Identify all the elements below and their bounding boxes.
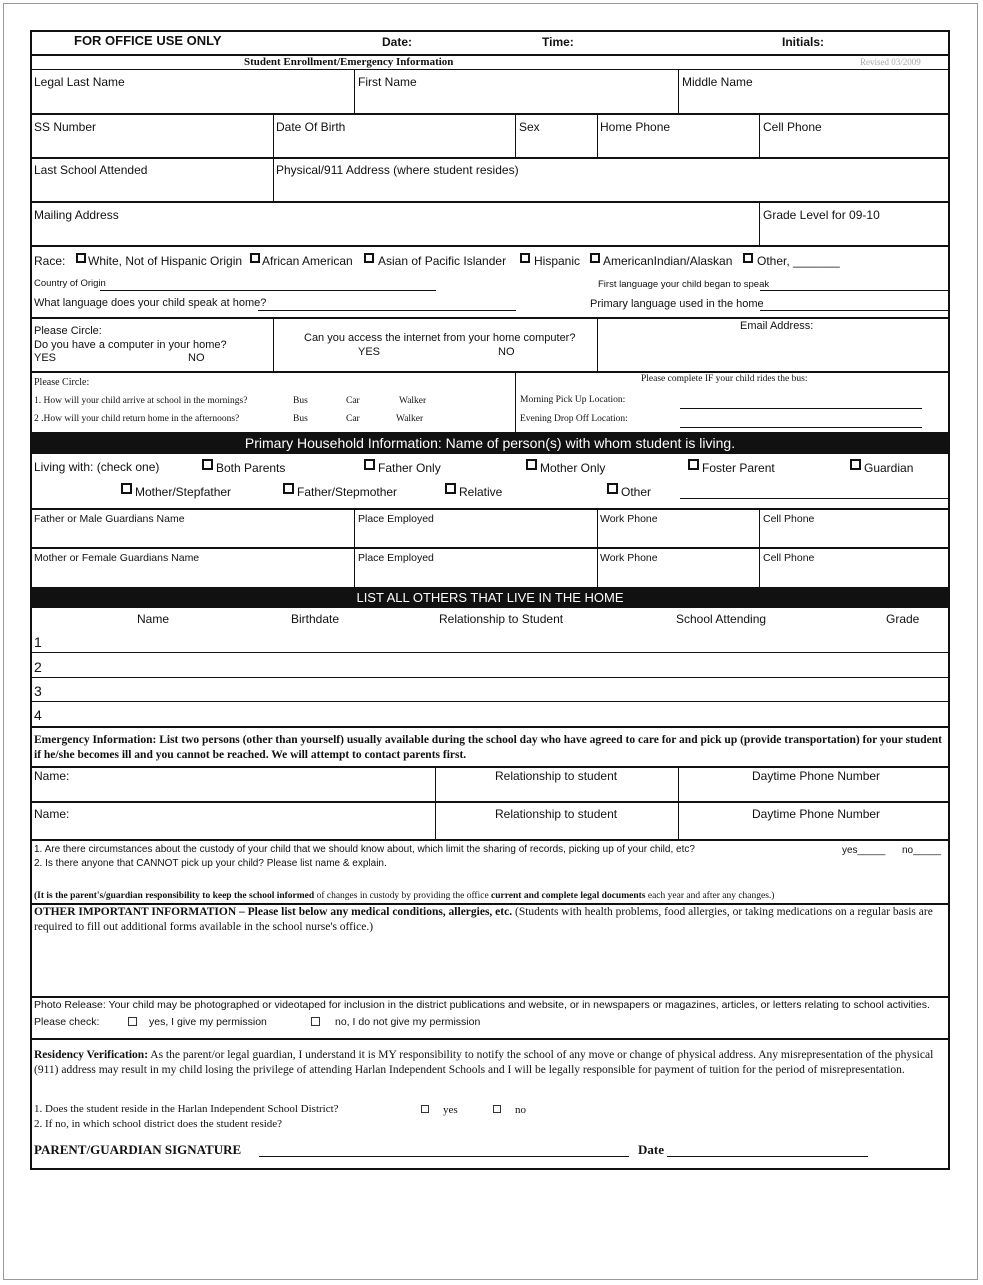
living-father-only: Father Only	[378, 461, 441, 475]
bus-note: Please complete IF your child rides the bus:	[641, 374, 808, 384]
mother-name-label: Mother or Female Guardians Name	[34, 552, 200, 564]
custody-question-1: 1. Are there circumstances about the custody of your child that we should know about, which limit the sharing of records, picking up of your child, etc?	[34, 844, 695, 855]
household-bar-text: Primary Household Information: Name of person(s) with whom student is living.	[244, 435, 736, 451]
signature-line[interactable]	[259, 1156, 629, 1157]
mother-work-phone-label: Work Phone	[600, 552, 658, 564]
other-info-bold: OTHER IMPORTANT INFORMATION – Please list below any medical conditions, allergies, etc.	[34, 906, 513, 918]
photo-please-check: Please check:	[34, 1016, 100, 1028]
race-checkbox-african-american[interactable]	[250, 253, 260, 263]
home-phone-label: Home Phone	[600, 120, 671, 134]
pickup-location-label: Morning Pick Up Location:	[520, 395, 626, 405]
middle-name-label: Middle Name	[682, 75, 753, 89]
living-other: Other	[621, 485, 652, 499]
office-use-title: FOR OFFICE USE ONLY	[74, 33, 222, 48]
custody-note-bold-2: current and complete legal documents	[491, 891, 646, 901]
race-option-white: White, Not of Hispanic Origin	[88, 254, 243, 268]
residency-yes-checkbox[interactable]	[421, 1105, 429, 1113]
residency-no-label: no	[515, 1104, 526, 1116]
race-checkbox-white[interactable]	[76, 253, 86, 263]
other-info-text	[34, 905, 946, 935]
computer-question: Do you have a computer in your home?	[34, 339, 227, 351]
emergency-name-1-label: Name:	[34, 769, 70, 783]
signature-label: PARENT/GUARDIAN SIGNATURE	[34, 1142, 242, 1157]
grade-level-label: Grade Level for 09-10	[763, 208, 880, 222]
emergency-intro: Emergency Information: List two persons (other than yourself) usually available during the school day who have agreed to care for and pick up (provide transportation) for your student if he/she becomes ill and you cannot be reached. We will attempt to contact parents first.	[34, 734, 942, 761]
custody-note-normal-2: each year and after any changes.)	[645, 891, 775, 901]
primary-language-line[interactable]	[760, 310, 948, 311]
father-cell-phone-label: Cell Phone	[763, 513, 815, 525]
ss-number-label: SS Number	[34, 120, 97, 134]
living-guardian: Guardian	[864, 461, 914, 475]
mailing-address-label: Mailing Address	[34, 208, 119, 222]
dropoff-location-label: Evening Drop Off Location:	[520, 414, 628, 424]
father-place-employed-label: Place Employed	[358, 513, 434, 525]
living-foster-parent: Foster Parent	[702, 461, 775, 475]
transport-q1-car[interactable]: Car	[346, 396, 360, 406]
race-option-asian: Asian of Pacific Islander	[378, 254, 507, 268]
transport-q2-car[interactable]: Car	[346, 414, 360, 424]
transport-please-circle: Please Circle:	[34, 377, 90, 388]
transport-q1: 1. How will your child arrive at school in the mornings?	[34, 396, 248, 406]
living-other-checkbox[interactable]	[607, 483, 618, 494]
others-col-name: Name	[137, 612, 170, 626]
transport-q2-walker[interactable]: Walker	[396, 414, 424, 424]
living-with-label: Living with: (check one)	[34, 460, 160, 474]
others-col-relationship: Relationship to Student	[439, 612, 564, 626]
residency-bold: Residency Verification:	[34, 1049, 149, 1061]
race-checkbox-other[interactable]	[743, 253, 753, 263]
race-label: Race:	[34, 254, 66, 268]
computer-yes[interactable]: YES	[34, 352, 57, 364]
revised-note: Revised 03/2009	[860, 57, 921, 67]
date-of-birth-label: Date Of Birth	[276, 120, 346, 134]
residency-no-checkbox[interactable]	[493, 1105, 501, 1113]
others-row-2: 2	[34, 659, 42, 675]
email-address-label: Email Address:	[740, 320, 814, 332]
emergency-phone-1-label: Daytime Phone Number	[752, 769, 881, 783]
photo-no-checkbox[interactable]	[311, 1017, 320, 1026]
residency-question-2: 2. If no, in which school district does the student reside?	[34, 1118, 283, 1130]
living-other-line[interactable]	[680, 498, 948, 499]
signature-date-line[interactable]	[667, 1156, 868, 1157]
race-option-other: Other, _______	[757, 254, 840, 268]
office-date-label: Date:	[382, 35, 413, 49]
custody-note-bold-1: (It is the parent's/guardian responsibility to keep the school informed	[34, 891, 317, 901]
language-home-label: What language does your child speak at home?	[34, 297, 267, 309]
photo-no-label: no, I do not give my permission	[335, 1016, 481, 1028]
photo-release-text: Photo Release: Your child may be photographed or videotaped for inclusion in the district publications and website, or in newspapers or magazines, articles, or letters relating to school activities.	[34, 999, 930, 1011]
living-foster-parent-checkbox[interactable]	[688, 459, 699, 470]
residency-question-1: 1. Does the student reside in the Harlan Independent School District?	[34, 1103, 339, 1115]
transport-q2-bus[interactable]: Bus	[293, 414, 308, 424]
others-row-1: 1	[34, 634, 42, 650]
residency-yes-label: yes	[443, 1104, 458, 1116]
photo-yes-label: yes, I give my permission	[149, 1016, 267, 1028]
office-initials-label: Initials:	[782, 35, 825, 49]
others-row-3: 3	[34, 683, 42, 699]
cell-phone-label: Cell Phone	[763, 120, 822, 134]
emergency-phone-2-label: Daytime Phone Number	[752, 807, 881, 821]
internet-no[interactable]: NO	[498, 346, 515, 358]
custody-no[interactable]: no_____	[902, 845, 941, 856]
living-guardian-checkbox[interactable]	[850, 459, 861, 470]
race-option-african-american: African American	[262, 254, 353, 268]
custody-note	[34, 891, 774, 901]
mother-cell-phone-label: Cell Phone	[763, 552, 815, 564]
household-bar	[30, 432, 950, 454]
mother-place-employed-label: Place Employed	[358, 552, 434, 564]
race-option-hispanic: Hispanic	[534, 254, 581, 268]
custody-question-2: 2. Is there anyone that CANNOT pick up your child? Please list name & explain.	[34, 858, 387, 869]
country-of-origin-line[interactable]	[100, 290, 436, 291]
others-col-grade: Grade	[886, 612, 920, 626]
living-mother-stepfather-checkbox[interactable]	[121, 483, 132, 494]
race-checkbox-hispanic[interactable]	[520, 253, 530, 263]
others-row-4: 4	[34, 707, 42, 723]
transport-q1-walker[interactable]: Walker	[399, 396, 427, 406]
dropoff-location-line[interactable]	[680, 427, 922, 428]
computer-no[interactable]: NO	[188, 352, 205, 364]
transport-q2: 2 .How will your child return home in the afternoons?	[34, 414, 240, 424]
others-col-school: School Attending	[676, 612, 767, 626]
father-name-label: Father or Male Guardians Name	[34, 513, 185, 525]
first-name-label: First Name	[358, 75, 417, 89]
others-bar	[30, 587, 950, 608]
others-col-birthdate: Birthdate	[291, 612, 340, 626]
custody-note-normal-1: of changes in custody by providing the office	[316, 891, 492, 901]
first-language-line[interactable]	[760, 290, 948, 291]
first-language-label: First language your child began to speak	[598, 279, 770, 290]
form-title: Student Enrollment/Emergency Information	[244, 56, 454, 68]
other-info-normal: (Students with health problems, food allergies, or taking medications on a regular basis are required to fill out additional forms available in the school nurse's office.)	[34, 906, 933, 933]
last-school-label: Last School Attended	[34, 163, 148, 177]
race-checkbox-asian[interactable]	[364, 253, 374, 263]
living-both-parents-checkbox[interactable]	[202, 459, 213, 470]
race-checkbox-american-indian[interactable]	[590, 253, 600, 263]
pickup-location-line[interactable]	[680, 408, 922, 409]
residency-text	[34, 1048, 946, 1078]
living-relative: Relative	[459, 485, 503, 499]
internet-question: Can you access the internet from your home computer?	[304, 332, 576, 344]
living-both-parents: Both Parents	[216, 461, 286, 475]
living-father-only-checkbox[interactable]	[364, 459, 375, 470]
living-relative-checkbox[interactable]	[445, 483, 456, 494]
internet-yes[interactable]: YES	[358, 346, 381, 358]
custody-yes[interactable]: yes_____	[842, 845, 886, 856]
residency-normal: As the parent/or legal guardian, I understand it is MY responsibility to notify the school of any move or change of physical address. Any misrepresentation of the physical (911) address may result in my child losing the privilege of attending Harlan Independent Schools and I will be legally responsible for payment of tuition for the period of misrepresentation.	[34, 1049, 934, 1076]
emergency-name-2-label: Name:	[34, 807, 70, 821]
emergency-relationship-1-label: Relationship to student	[495, 769, 618, 783]
sex-label: Sex	[519, 120, 540, 134]
living-mother-stepfather: Mother/Stepfather	[135, 485, 232, 499]
emergency-relationship-2-label: Relationship to student	[495, 807, 618, 821]
living-father-stepmother-checkbox[interactable]	[283, 483, 294, 494]
living-mother-only-checkbox[interactable]	[526, 459, 537, 470]
legal-last-name-label: Legal Last Name	[34, 75, 125, 89]
race-option-american-indian: AmericanIndian/Alaskan	[603, 254, 733, 268]
signature-date-label: Date	[638, 1142, 664, 1157]
country-of-origin-label: Country of Origin	[34, 278, 106, 289]
photo-yes-checkbox[interactable]	[128, 1017, 137, 1026]
physical-address-label: Physical/911 Address (where student resides)	[276, 163, 519, 177]
father-work-phone-label: Work Phone	[600, 513, 658, 525]
living-father-stepmother: Father/Stepmother	[297, 485, 398, 499]
computer-please-circle: Please Circle:	[34, 325, 102, 337]
office-time-label: Time:	[542, 35, 574, 49]
transport-q1-bus[interactable]: Bus	[293, 396, 308, 406]
living-mother-only: Mother Only	[540, 461, 606, 475]
language-home-line[interactable]	[258, 310, 516, 311]
others-bar-text: LIST ALL OTHERS THAT LIVE IN THE HOME	[356, 590, 624, 605]
primary-language-label: Primary language used in the home	[590, 298, 764, 310]
